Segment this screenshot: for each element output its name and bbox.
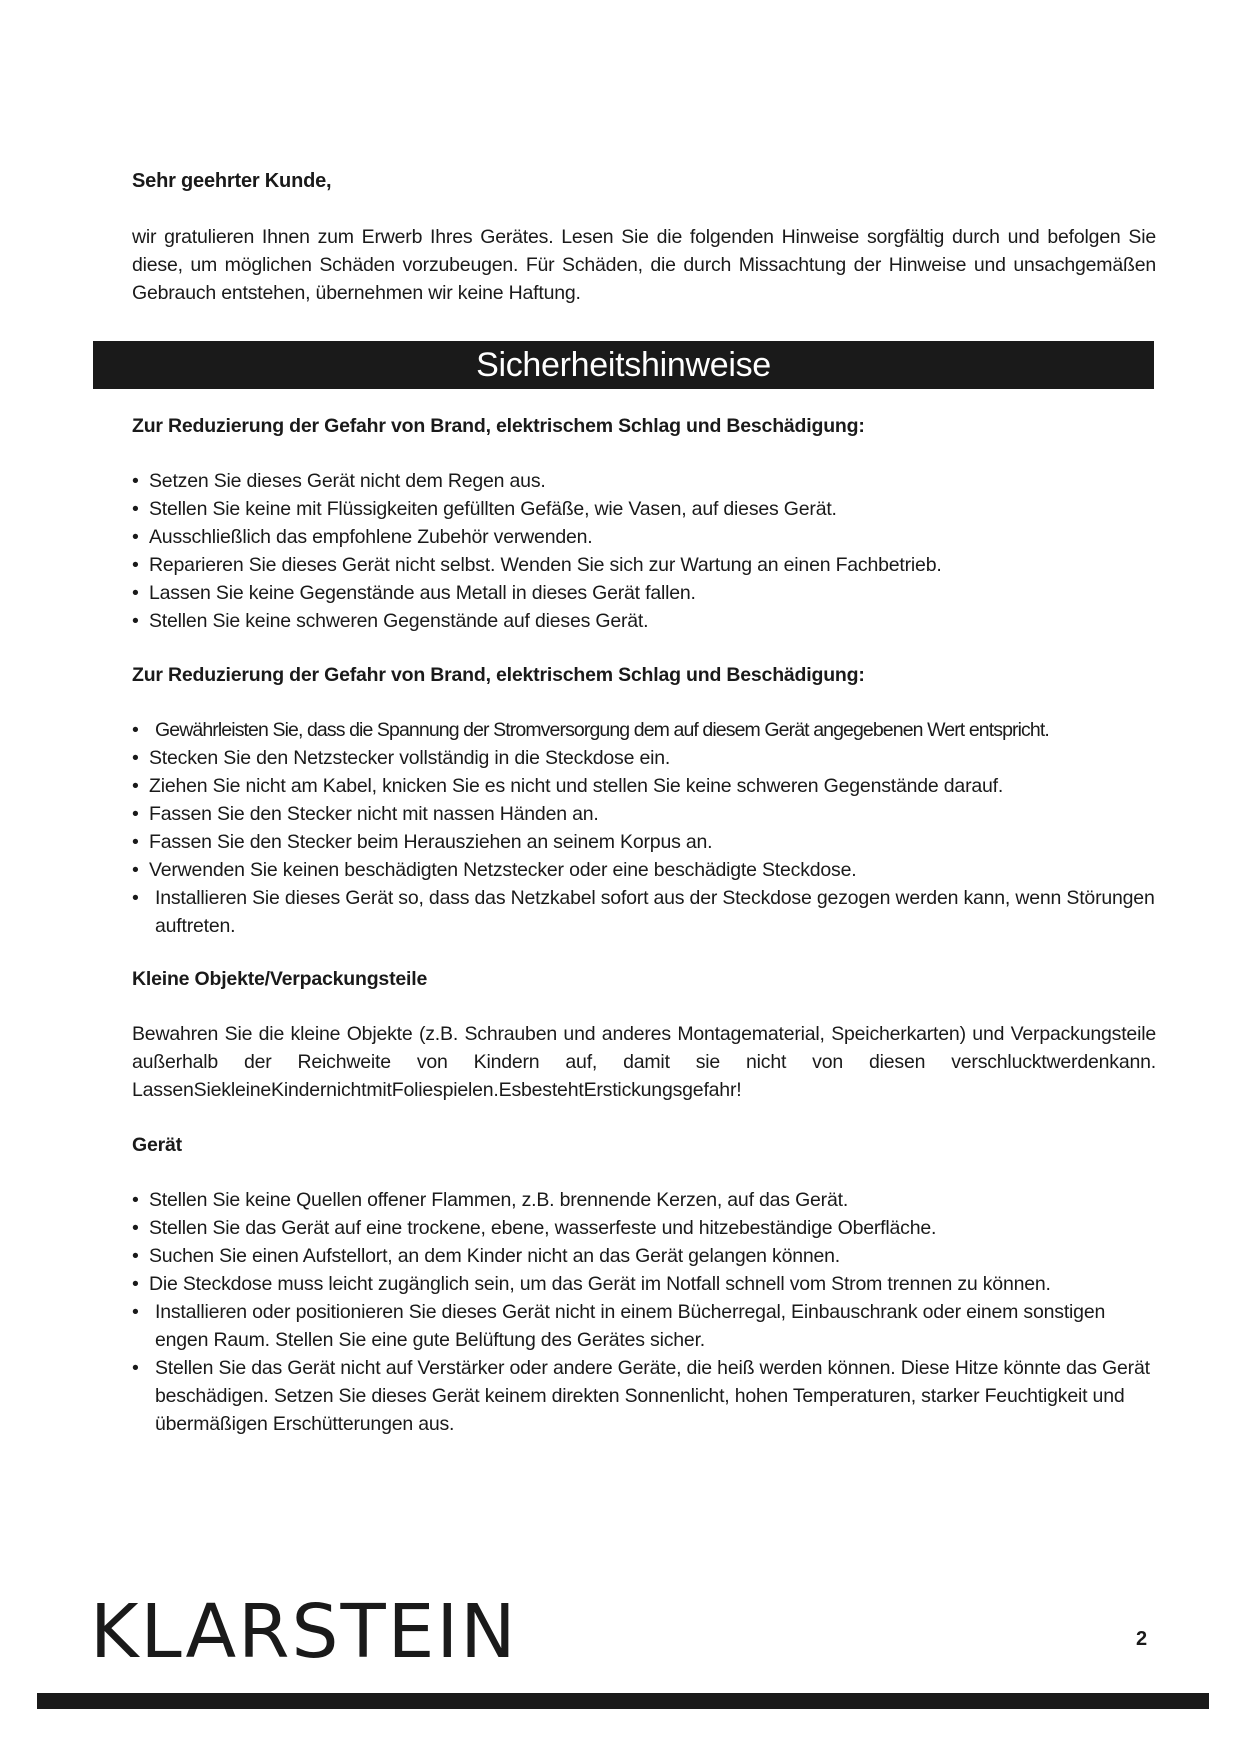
list-item: • Stellen Sie das Gerät auf eine trockene, ebene, wasserfeste und hitzebeständige Oberfläche. — [132, 1214, 1156, 1242]
list-item: • Stecken Sie den Netzstecker vollständig in die Steckdose ein. — [132, 744, 1156, 772]
section-paragraph: Bewahren Sie die kleine Objekte (z.B. Schrauben und anderes Montagematerial, Speicherkarten) und Verpackungsteile außerhalb der Reichweite von Kindern auf, damit sie nicht von diesen verschlucktwerdenkann. LassenSiekleineKindernichtmitFoliespielen.EsbestehtErstickungsgefahr! — [132, 1023, 1156, 1101]
bullet-list — [132, 716, 1156, 940]
list-item: • Fassen Sie den Stecker beim Herausziehen an seinem Korpus an. — [132, 828, 1156, 856]
brand-logo: KLARSTEIN — [90, 1589, 518, 1675]
section-device — [132, 1131, 1156, 1438]
intro-paragraph: wir gratulieren Ihnen zum Erwerb Ihres Gerätes. Lesen Sie die folgenden Hinweise sorgfältig durch und befolgen Sie diese, um möglichen Schäden vorzubeugen. Für Schäden, die durch Missachtung der Hinweise und unsachgemäßen Gebrauch entstehen, übernehmen wir keine Haftung. — [132, 226, 1156, 304]
list-item: • Stellen Sie keine mit Flüssigkeiten gefüllten Gefäße, wie Vasen, auf dieses Gerät. — [132, 495, 1156, 523]
bullet-list — [132, 467, 1156, 635]
section-heading: Gerät — [132, 1134, 182, 1156]
list-item: • Die Steckdose muss leicht zugänglich sein, um das Gerät im Notfall schnell vom Strom trennen zu können. — [132, 1270, 1156, 1298]
page-number: 2 — [1136, 1628, 1148, 1650]
list-item: • Stellen Sie das Gerät nicht auf Verstärker oder andere Geräte, die heiß werden können. Diese Hitze könnte das Gerät beschädigen. Setzen Sie dieses Gerät keinem direkten Sonnenlicht, hohen Temperaturen, starker Feuchtigkeit und übermäßigen Erschütterungen aus. — [132, 1354, 1156, 1438]
list-item: • Suchen Sie einen Aufstellort, an dem Kinder nicht an das Gerät gelangen können. — [132, 1242, 1156, 1270]
list-item: • Fassen Sie den Stecker nicht mit nassen Händen an. — [132, 800, 1156, 828]
list-item: • Setzen Sie dieses Gerät nicht dem Regen aus. — [132, 467, 1156, 495]
list-item: • Ausschließlich das empfohlene Zubehör verwenden. — [132, 523, 1156, 551]
section-small-objects — [132, 965, 1156, 1104]
list-item: • Lassen Sie keine Gegenstände aus Metall in dieses Gerät fallen. — [132, 579, 1156, 607]
section-heading: Zur Reduzierung der Gefahr von Brand, elektrischem Schlag und Beschädigung: — [132, 664, 865, 686]
section-heading: Zur Reduzierung der Gefahr von Brand, elektrischem Schlag und Beschädigung: — [132, 415, 865, 437]
section-heading: Kleine Objekte/Verpackungsteile — [132, 968, 428, 990]
list-item: • Stellen Sie keine schweren Gegenstände auf dieses Gerät. — [132, 607, 1156, 635]
list-item: • Gewährleisten Sie, dass die Spannung der Stromversorgung dem auf diesem Gerät angegebenen Wert entspricht. — [132, 716, 1156, 744]
list-item: • Stellen Sie keine Quellen offener Flammen, z.B. brennende Kerzen, auf das Gerät. — [132, 1186, 1156, 1214]
footer-bar — [37, 1693, 1209, 1709]
list-item: • Reparieren Sie dieses Gerät nicht selbst. Wenden Sie sich zur Wartung an einen Fachbetrieb. — [132, 551, 1156, 579]
greeting: Sehr geehrter Kunde, — [132, 170, 332, 192]
intro-block — [132, 160, 1156, 307]
bullet-list — [132, 1186, 1156, 1438]
list-item: • Ziehen Sie nicht am Kabel, knicken Sie es nicht und stellen Sie keine schweren Gegenstände darauf. — [132, 772, 1156, 800]
list-item: • Verwenden Sie keinen beschädigten Netzstecker oder eine beschädigte Steckdose. — [132, 856, 1156, 884]
section-fire-shock-2 — [132, 661, 1156, 940]
list-item: • Installieren Sie dieses Gerät so, dass das Netzkabel sofort aus der Steckdose gezogen werden kann, wenn Störungen auftreten. — [132, 884, 1156, 940]
section-fire-shock-1 — [132, 412, 1156, 635]
list-item: • Installieren oder positionieren Sie dieses Gerät nicht in einem Bücherregal, Einbauschrank oder einem sonstigen engen Raum. Stellen Sie eine gute Belüftung des Gerätes sicher. — [132, 1298, 1156, 1354]
section-banner: Sicherheitshinweise — [93, 341, 1154, 389]
